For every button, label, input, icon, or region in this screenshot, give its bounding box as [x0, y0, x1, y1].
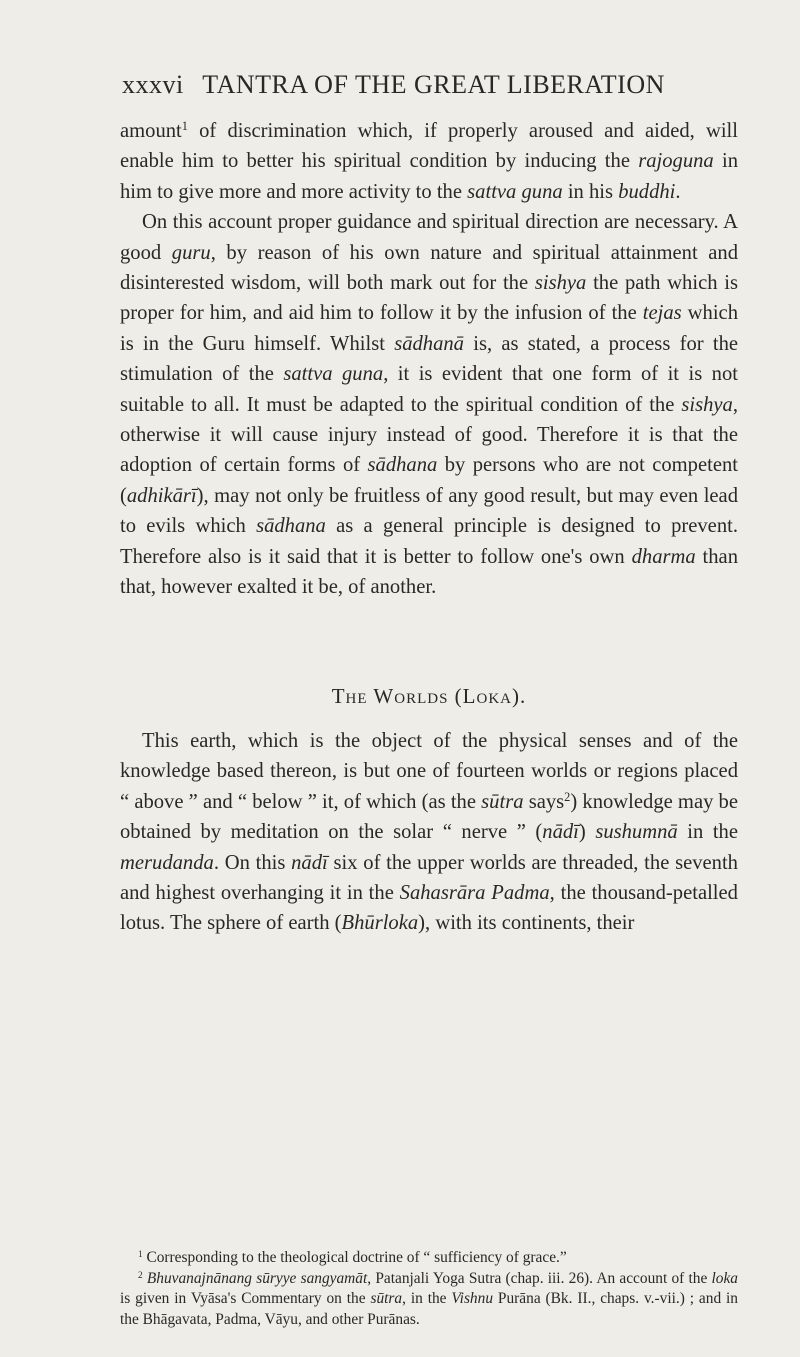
paragraph-worlds: This earth, which is the object of the physical senses and of the knowledge based thereon, is but one of fourteen worlds or regions placed “ above ” and “ below ” it, of which (as the sūtra says$^2$) knowledge may be obtained by meditation on the solar “ nerve ” (nādī) sushumnā in the merudanda. On this nādī six of the upper worlds are threaded, the seventh and highest overhanging it in the Sahasrāra Padma, the thousand-petalled lotus. The sphere of earth (Bhūrloka), with its continents, their — [120, 730, 738, 935]
footnote-2: $^2$ Bhuvanajnānang sūryye sangyamāt, Patanjali Yoga Sutra (chap. iii. 26). An account of the loka is given in Vyāsa's Commentary on the sūtra, in the Vishnu Purāna (Bk. II., chaps. v.-vii.) ; and in the Bhāgavata, Padma, Vāyu, and other Purānas. — [120, 1269, 739, 1328]
main-text-bottom — [120, 726, 738, 939]
footnote-1: $^1$ Corresponding to the theological doctrine of “ sufficiency of grace.” — [138, 1248, 567, 1266]
footnote-ref-1: 1 — [181, 119, 188, 134]
paragraph-continued: amount$^1$ of discrimination which, if properly aroused and aided, will enable him to better his spiritual condition by inducing the rajoguna in him to give more and more activity to the sattva guna in his buddhi. — [120, 119, 738, 203]
paragraph-guidance: On this account proper guidance and spiritual direction are necessary. A good guru, by reason of his own nature and spiritual attainment and disinterested wisdom, will both mark out for the sishya the path which is proper for him, and aid him to follow it by the infusion of the tejas which is in the Guru himself. Whilst sādhanā is, as stated, a process for the stimulation of the sattva guna, it is evident that one form of it is not suitable to all. It must be adapted to the spiritual condition of the sishya, otherwise it will cause injury instead of good. Therefore it is that the adoption of certain forms of sādhana by persons who are not competent (adhikārī), may not only be fruitless of any good result, but may even lead to evils which sādhana as a general principle is designed to prevent. Therefore also is it said that it is better to follow one's own dharma than that, however exalted it be, of another. — [120, 211, 739, 599]
section-heading: The Worlds (Loka). — [331, 684, 527, 708]
running-title: TANTRA OF THE GREAT LIBERATION — [202, 70, 665, 99]
running-header — [122, 70, 665, 100]
footnote-ref-2: 2 — [564, 790, 571, 805]
page-number: xxxvi — [122, 70, 184, 99]
main-text-top — [120, 116, 738, 603]
footnotes — [120, 1248, 738, 1330]
